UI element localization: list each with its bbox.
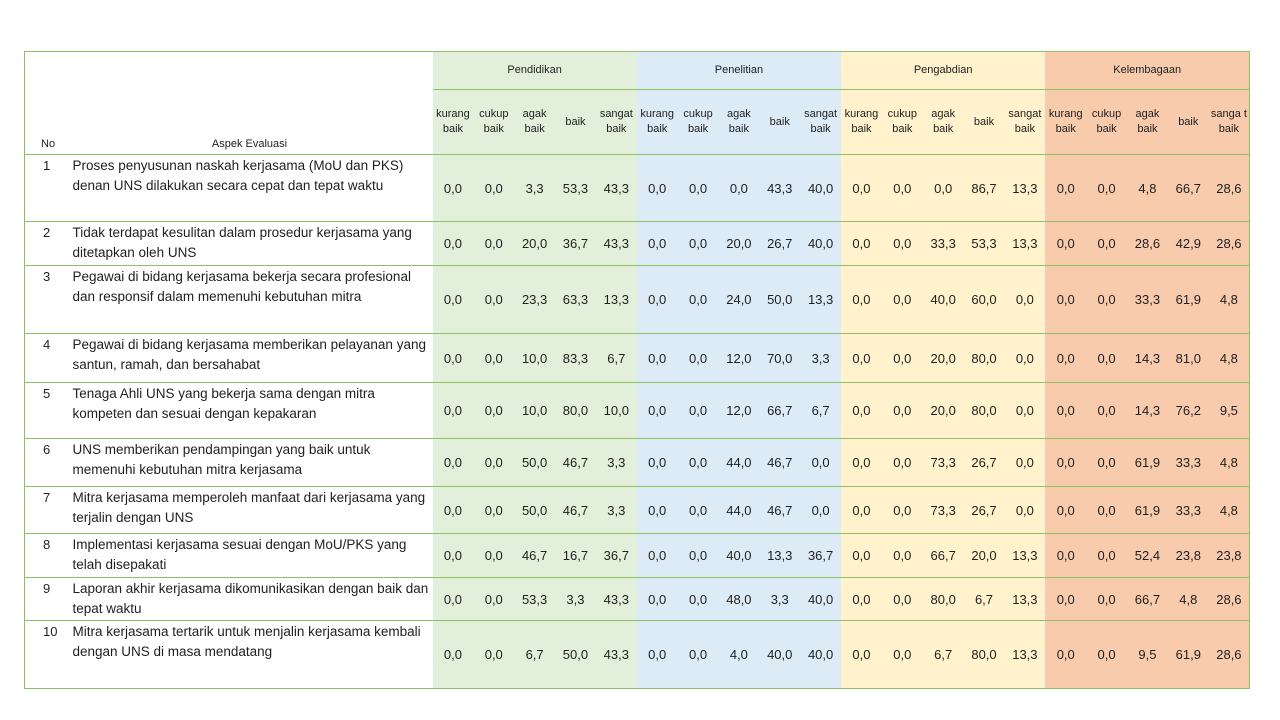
sub-header-cell: kurang baik bbox=[433, 90, 474, 155]
value-cell: 16,7 bbox=[555, 534, 596, 578]
value-cell: 33,3 bbox=[1168, 439, 1209, 487]
value-cell: 0,0 bbox=[473, 621, 514, 689]
value-cell: 13,3 bbox=[1004, 534, 1045, 578]
value-cell: 0,0 bbox=[841, 222, 882, 266]
value-cell: 0,0 bbox=[1045, 334, 1086, 383]
value-cell: 0,0 bbox=[882, 487, 923, 534]
value-cell: 3,3 bbox=[596, 487, 637, 534]
value-cell: 0,0 bbox=[841, 155, 882, 222]
value-cell: 4,8 bbox=[1209, 487, 1250, 534]
value-cell: 20,0 bbox=[514, 222, 555, 266]
value-cell: 0,0 bbox=[841, 487, 882, 534]
value-cell: 80,0 bbox=[923, 578, 964, 621]
value-cell: 4,8 bbox=[1209, 334, 1250, 383]
value-cell: 76,2 bbox=[1168, 383, 1209, 439]
value-cell: 50,0 bbox=[514, 487, 555, 534]
sub-header-cell: kurang baik bbox=[841, 90, 882, 155]
value-cell: 46,7 bbox=[759, 487, 800, 534]
aspek-cell: Implementasi kerjasama sesuai dengan MoU/PKS yang telah disepakati bbox=[67, 534, 433, 578]
value-cell: 0,0 bbox=[882, 439, 923, 487]
value-cell: 40,0 bbox=[800, 578, 841, 621]
value-cell: 43,3 bbox=[759, 155, 800, 222]
value-cell: 0,0 bbox=[678, 534, 719, 578]
value-cell: 13,3 bbox=[1004, 222, 1045, 266]
sub-header-cell: baik bbox=[759, 90, 800, 155]
table-row bbox=[25, 155, 1250, 222]
value-cell: 33,3 bbox=[1168, 487, 1209, 534]
value-cell: 44,0 bbox=[718, 439, 759, 487]
value-cell: 12,0 bbox=[718, 334, 759, 383]
value-cell: 0,0 bbox=[1086, 383, 1127, 439]
aspek-cell: Pegawai di bidang kerjasama bekerja secara profesional dan responsif dalam memenuhi kebutuhan mitra bbox=[67, 266, 433, 334]
sub-header-cell: cukup baik bbox=[678, 90, 719, 155]
value-cell: 3,3 bbox=[596, 439, 637, 487]
table-row bbox=[25, 578, 1250, 621]
value-cell: 6,7 bbox=[923, 621, 964, 689]
value-cell: 0,0 bbox=[637, 487, 678, 534]
value-cell: 13,3 bbox=[1004, 621, 1045, 689]
aspek-cell: UNS memberikan pendampingan yang baik untuk memenuhi kebutuhan mitra kerjasama bbox=[67, 439, 433, 487]
value-cell: 0,0 bbox=[678, 383, 719, 439]
value-cell: 3,3 bbox=[555, 578, 596, 621]
value-cell: 0,0 bbox=[800, 439, 841, 487]
value-cell: 46,7 bbox=[759, 439, 800, 487]
value-cell: 70,0 bbox=[759, 334, 800, 383]
value-cell: 50,0 bbox=[514, 439, 555, 487]
value-cell: 23,8 bbox=[1209, 534, 1250, 578]
value-cell: 66,7 bbox=[1168, 155, 1209, 222]
value-cell: 0,0 bbox=[882, 578, 923, 621]
value-cell: 66,7 bbox=[1127, 578, 1168, 621]
group-header-kelembagaan: Kelembagaan bbox=[1045, 52, 1249, 90]
value-cell: 6,7 bbox=[964, 578, 1005, 621]
value-cell: 3,3 bbox=[800, 334, 841, 383]
value-cell: 0,0 bbox=[1045, 266, 1086, 334]
value-cell: 28,6 bbox=[1209, 578, 1250, 621]
value-cell: 0,0 bbox=[678, 578, 719, 621]
value-cell: 0,0 bbox=[1086, 334, 1127, 383]
value-cell: 9,5 bbox=[1209, 383, 1250, 439]
value-cell: 24,0 bbox=[718, 266, 759, 334]
table-row bbox=[25, 222, 1250, 266]
row-number: 3 bbox=[25, 266, 67, 334]
value-cell: 63,3 bbox=[555, 266, 596, 334]
value-cell: 0,0 bbox=[433, 222, 474, 266]
sub-header-cell: sangat baik bbox=[800, 90, 841, 155]
value-cell: 43,3 bbox=[596, 155, 637, 222]
value-cell: 4,8 bbox=[1209, 266, 1250, 334]
value-cell: 0,0 bbox=[1004, 487, 1045, 534]
value-cell: 80,0 bbox=[964, 621, 1005, 689]
value-cell: 40,0 bbox=[800, 155, 841, 222]
value-cell: 0,0 bbox=[882, 155, 923, 222]
sub-header-cell: agak baik bbox=[1127, 90, 1168, 155]
value-cell: 20,0 bbox=[923, 334, 964, 383]
table-row bbox=[25, 621, 1250, 689]
value-cell: 0,0 bbox=[637, 266, 678, 334]
value-cell: 0,0 bbox=[1045, 155, 1086, 222]
value-cell: 53,3 bbox=[964, 222, 1005, 266]
value-cell: 0,0 bbox=[882, 334, 923, 383]
value-cell: 0,0 bbox=[637, 383, 678, 439]
row-number: 1 bbox=[25, 155, 67, 222]
value-cell: 4,8 bbox=[1209, 439, 1250, 487]
row-number: 7 bbox=[25, 487, 67, 534]
value-cell: 13,3 bbox=[1004, 155, 1045, 222]
table-body bbox=[25, 155, 1250, 689]
value-cell: 0,0 bbox=[1086, 266, 1127, 334]
value-cell: 0,0 bbox=[678, 487, 719, 534]
sub-header-cell: sangat baik bbox=[596, 90, 637, 155]
row-number: 6 bbox=[25, 439, 67, 487]
value-cell: 0,0 bbox=[1004, 266, 1045, 334]
aspek-header: Aspek Evaluasi bbox=[67, 52, 433, 155]
group-header-pengabdian: Pengabdian bbox=[841, 52, 1045, 90]
value-cell: 23,3 bbox=[514, 266, 555, 334]
value-cell: 50,0 bbox=[759, 266, 800, 334]
value-cell: 81,0 bbox=[1168, 334, 1209, 383]
value-cell: 0,0 bbox=[433, 534, 474, 578]
group-header-penelitian: Penelitian bbox=[637, 52, 841, 90]
value-cell: 73,3 bbox=[923, 487, 964, 534]
sub-header-cell: agak baik bbox=[923, 90, 964, 155]
value-cell: 43,3 bbox=[596, 222, 637, 266]
value-cell: 42,9 bbox=[1168, 222, 1209, 266]
value-cell: 0,0 bbox=[1086, 534, 1127, 578]
value-cell: 4,8 bbox=[1127, 155, 1168, 222]
value-cell: 0,0 bbox=[718, 155, 759, 222]
table-row bbox=[25, 439, 1250, 487]
value-cell: 0,0 bbox=[882, 266, 923, 334]
value-cell: 43,3 bbox=[596, 578, 637, 621]
sub-header-cell: baik bbox=[964, 90, 1005, 155]
value-cell: 46,7 bbox=[555, 439, 596, 487]
value-cell: 61,9 bbox=[1127, 487, 1168, 534]
evaluation-table bbox=[24, 51, 1250, 689]
aspek-cell: Tenaga Ahli UNS yang bekerja sama dengan mitra kompeten dan sesuai dengan kepakaran bbox=[67, 383, 433, 439]
value-cell: 0,0 bbox=[678, 334, 719, 383]
value-cell: 0,0 bbox=[841, 534, 882, 578]
value-cell: 0,0 bbox=[433, 439, 474, 487]
value-cell: 0,0 bbox=[433, 383, 474, 439]
value-cell: 13,3 bbox=[1004, 578, 1045, 621]
group-header-pendidikan: Pendidikan bbox=[433, 52, 637, 90]
row-number: 5 bbox=[25, 383, 67, 439]
value-cell: 3,3 bbox=[514, 155, 555, 222]
value-cell: 14,3 bbox=[1127, 334, 1168, 383]
value-cell: 28,6 bbox=[1209, 155, 1250, 222]
value-cell: 53,3 bbox=[555, 155, 596, 222]
value-cell: 0,0 bbox=[678, 155, 719, 222]
value-cell: 0,0 bbox=[473, 222, 514, 266]
value-cell: 4,8 bbox=[1168, 578, 1209, 621]
value-cell: 0,0 bbox=[841, 578, 882, 621]
no-header: No bbox=[25, 52, 67, 155]
value-cell: 36,7 bbox=[596, 534, 637, 578]
aspek-cell: Mitra kerjasama tertarik untuk menjalin kerjasama kembali dengan UNS di masa mendatang bbox=[67, 621, 433, 689]
value-cell: 0,0 bbox=[882, 621, 923, 689]
value-cell: 0,0 bbox=[1045, 222, 1086, 266]
value-cell: 0,0 bbox=[1004, 383, 1045, 439]
value-cell: 0,0 bbox=[841, 621, 882, 689]
aspek-cell: Tidak terdapat kesulitan dalam prosedur kerjasama yang ditetapkan oleh UNS bbox=[67, 222, 433, 266]
sub-header-cell: kurang baik bbox=[1045, 90, 1086, 155]
table-row bbox=[25, 383, 1250, 439]
value-cell: 23,8 bbox=[1168, 534, 1209, 578]
value-cell: 0,0 bbox=[882, 222, 923, 266]
value-cell: 60,0 bbox=[964, 266, 1005, 334]
value-cell: 28,6 bbox=[1127, 222, 1168, 266]
value-cell: 0,0 bbox=[1045, 578, 1086, 621]
row-number: 8 bbox=[25, 534, 67, 578]
value-cell: 0,0 bbox=[1045, 621, 1086, 689]
value-cell: 66,7 bbox=[759, 383, 800, 439]
value-cell: 0,0 bbox=[1004, 439, 1045, 487]
sub-header-cell: baik bbox=[555, 90, 596, 155]
value-cell: 40,0 bbox=[800, 621, 841, 689]
value-cell: 0,0 bbox=[841, 383, 882, 439]
value-cell: 0,0 bbox=[433, 621, 474, 689]
value-cell: 0,0 bbox=[678, 266, 719, 334]
value-cell: 0,0 bbox=[473, 383, 514, 439]
value-cell: 13,3 bbox=[800, 266, 841, 334]
value-cell: 10,0 bbox=[514, 383, 555, 439]
value-cell: 0,0 bbox=[1045, 439, 1086, 487]
value-cell: 0,0 bbox=[923, 155, 964, 222]
value-cell: 26,7 bbox=[759, 222, 800, 266]
value-cell: 66,7 bbox=[923, 534, 964, 578]
value-cell: 6,7 bbox=[596, 334, 637, 383]
value-cell: 28,6 bbox=[1209, 621, 1250, 689]
value-cell: 0,0 bbox=[1045, 487, 1086, 534]
value-cell: 0,0 bbox=[433, 334, 474, 383]
value-cell: 0,0 bbox=[473, 266, 514, 334]
value-cell: 12,0 bbox=[718, 383, 759, 439]
value-cell: 36,7 bbox=[555, 222, 596, 266]
value-cell: 44,0 bbox=[718, 487, 759, 534]
value-cell: 83,3 bbox=[555, 334, 596, 383]
value-cell: 0,0 bbox=[678, 439, 719, 487]
value-cell: 40,0 bbox=[718, 534, 759, 578]
value-cell: 40,0 bbox=[923, 266, 964, 334]
value-cell: 36,7 bbox=[800, 534, 841, 578]
value-cell: 46,7 bbox=[555, 487, 596, 534]
value-cell: 33,3 bbox=[1127, 266, 1168, 334]
value-cell: 0,0 bbox=[637, 439, 678, 487]
row-number: 4 bbox=[25, 334, 67, 383]
value-cell: 13,3 bbox=[596, 266, 637, 334]
value-cell: 61,9 bbox=[1127, 439, 1168, 487]
value-cell: 0,0 bbox=[433, 155, 474, 222]
value-cell: 40,0 bbox=[800, 222, 841, 266]
value-cell: 0,0 bbox=[473, 334, 514, 383]
table-row bbox=[25, 266, 1250, 334]
row-number: 9 bbox=[25, 578, 67, 621]
value-cell: 33,3 bbox=[923, 222, 964, 266]
sub-header-cell: agak baik bbox=[718, 90, 759, 155]
value-cell: 61,9 bbox=[1168, 266, 1209, 334]
value-cell: 0,0 bbox=[1045, 383, 1086, 439]
value-cell: 0,0 bbox=[473, 439, 514, 487]
table-row bbox=[25, 487, 1250, 534]
value-cell: 40,0 bbox=[759, 621, 800, 689]
value-cell: 61,9 bbox=[1168, 621, 1209, 689]
value-cell: 0,0 bbox=[1086, 439, 1127, 487]
value-cell: 26,7 bbox=[964, 439, 1005, 487]
value-cell: 0,0 bbox=[637, 222, 678, 266]
value-cell: 0,0 bbox=[1086, 222, 1127, 266]
value-cell: 53,3 bbox=[514, 578, 555, 621]
value-cell: 0,0 bbox=[1086, 487, 1127, 534]
value-cell: 0,0 bbox=[473, 155, 514, 222]
value-cell: 48,0 bbox=[718, 578, 759, 621]
value-cell: 13,3 bbox=[759, 534, 800, 578]
value-cell: 0,0 bbox=[882, 383, 923, 439]
value-cell: 0,0 bbox=[678, 621, 719, 689]
value-cell: 0,0 bbox=[637, 334, 678, 383]
value-cell: 26,7 bbox=[964, 487, 1005, 534]
value-cell: 80,0 bbox=[964, 383, 1005, 439]
value-cell: 20,0 bbox=[964, 534, 1005, 578]
value-cell: 6,7 bbox=[514, 621, 555, 689]
value-cell: 20,0 bbox=[718, 222, 759, 266]
row-number: 10 bbox=[25, 621, 67, 689]
aspek-cell: Mitra kerjasama memperoleh manfaat dari kerjasama yang terjalin dengan UNS bbox=[67, 487, 433, 534]
value-cell: 28,6 bbox=[1209, 222, 1250, 266]
sub-header-cell: cukup baik bbox=[1086, 90, 1127, 155]
aspek-cell: Laporan akhir kerjasama dikomunikasikan dengan baik dan tepat waktu bbox=[67, 578, 433, 621]
value-cell: 0,0 bbox=[637, 578, 678, 621]
value-cell: 20,0 bbox=[923, 383, 964, 439]
sub-header-cell: kurang baik bbox=[637, 90, 678, 155]
value-cell: 0,0 bbox=[433, 487, 474, 534]
value-cell: 0,0 bbox=[1086, 578, 1127, 621]
value-cell: 46,7 bbox=[514, 534, 555, 578]
value-cell: 52,4 bbox=[1127, 534, 1168, 578]
sub-header-cell: baik bbox=[1168, 90, 1209, 155]
value-cell: 0,0 bbox=[637, 155, 678, 222]
value-cell: 0,0 bbox=[678, 222, 719, 266]
value-cell: 0,0 bbox=[637, 621, 678, 689]
value-cell: 0,0 bbox=[841, 439, 882, 487]
value-cell: 86,7 bbox=[964, 155, 1005, 222]
table-row bbox=[25, 334, 1250, 383]
value-cell: 6,7 bbox=[800, 383, 841, 439]
value-cell: 0,0 bbox=[882, 534, 923, 578]
value-cell: 3,3 bbox=[759, 578, 800, 621]
value-cell: 0,0 bbox=[1045, 534, 1086, 578]
value-cell: 10,0 bbox=[514, 334, 555, 383]
value-cell: 43,3 bbox=[596, 621, 637, 689]
value-cell: 0,0 bbox=[433, 266, 474, 334]
sub-header-cell: agak baik bbox=[514, 90, 555, 155]
row-number: 2 bbox=[25, 222, 67, 266]
value-cell: 73,3 bbox=[923, 439, 964, 487]
value-cell: 0,0 bbox=[473, 578, 514, 621]
value-cell: 0,0 bbox=[1004, 334, 1045, 383]
value-cell: 0,0 bbox=[637, 534, 678, 578]
value-cell: 80,0 bbox=[964, 334, 1005, 383]
value-cell: 0,0 bbox=[841, 334, 882, 383]
value-cell: 0,0 bbox=[473, 534, 514, 578]
value-cell: 50,0 bbox=[555, 621, 596, 689]
group-header-row bbox=[25, 52, 1250, 90]
sub-header-cell: sanga t baik bbox=[1209, 90, 1250, 155]
aspek-cell: Proses penyusunan naskah kerjasama (MoU dan PKS) denan UNS dilakukan secara cepat dan tepat waktu bbox=[67, 155, 433, 222]
table-row bbox=[25, 534, 1250, 578]
value-cell: 0,0 bbox=[1086, 621, 1127, 689]
value-cell: 0,0 bbox=[841, 266, 882, 334]
value-cell: 14,3 bbox=[1127, 383, 1168, 439]
value-cell: 0,0 bbox=[1086, 155, 1127, 222]
value-cell: 9,5 bbox=[1127, 621, 1168, 689]
sub-header-cell: sangat baik bbox=[1004, 90, 1045, 155]
sub-header-cell: cukup baik bbox=[882, 90, 923, 155]
value-cell: 0,0 bbox=[800, 487, 841, 534]
sub-header-cell: cukup baik bbox=[473, 90, 514, 155]
aspek-cell: Pegawai di bidang kerjasama memberikan pelayanan yang santun, ramah, dan bersahabat bbox=[67, 334, 433, 383]
value-cell: 80,0 bbox=[555, 383, 596, 439]
value-cell: 10,0 bbox=[596, 383, 637, 439]
value-cell: 4,0 bbox=[718, 621, 759, 689]
value-cell: 0,0 bbox=[433, 578, 474, 621]
value-cell: 0,0 bbox=[473, 487, 514, 534]
